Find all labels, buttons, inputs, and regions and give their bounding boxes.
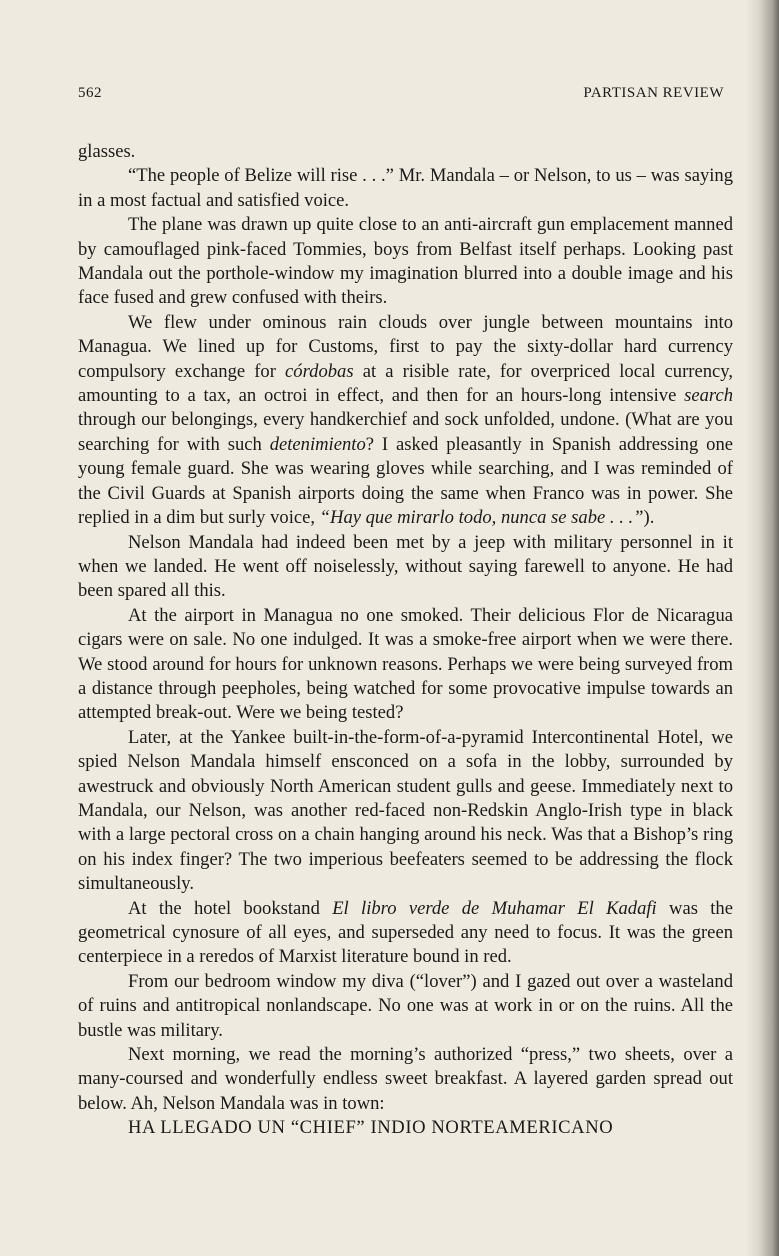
text-run: The plane was drawn up quite close to an anti-aircraft gun emplacement manned by camouflaged pink-faced Tommies, boys from Belfast itself perhaps. Looking past Mandala out the porthole-window my imagination blurred into a double image and his face fused and grew confused with theirs. [78, 214, 733, 309]
running-head [78, 85, 724, 107]
text-run: We flew under ominous rain clouds over jungle between mountains into Managua. We lined up for Customs, first to pay the sixty-dollar hard currency compulsory exchange for [78, 311, 733, 382]
text-run: At the airport in Managua no one smoked. Their delicious Flor de Nicaragua cigars were on sale. No one indulged. It was a smoke-free airport when we were there. We stood around for hours for unknown reasons. Perhaps we were being surveyed from a distance through peepholes, being watched for some provocative impulse towards an attempted break-out. Were we being tested? [78, 604, 733, 724]
paragraph [78, 311, 733, 531]
paragraph [78, 970, 733, 1043]
italic-text: El libro verde de Muhamar El Kadafi [332, 897, 657, 919]
italic-text: córdobas [285, 360, 354, 382]
paragraph [78, 164, 733, 213]
paragraph [78, 531, 733, 604]
text-run: was the geometrical cynosure of all eyes, and superseded any need to focus. It was the green centerpiece in a reredos of Marxist literature bound in red. [78, 897, 733, 968]
text-run: Later, at the Yankee built-in-the-form-of-a-pyramid Intercontinental Hotel, we spied Nelson Mandala himself ensconced on a sofa in the lobby, surrounded by awestruck and obviously North American student gulls and geese. Immediately next to Mandala, our Nelson, was another red-faced non-Redskin Anglo-Irish type in black with a large pectoral cross on a chain hanging around his neck. Was that a Bishop’s ring on his index finger? The two imperious beefeaters seemed to be addressing the flock simultaneously. [78, 726, 733, 895]
headline-paragraph [78, 1116, 733, 1140]
text-run: At the hotel bookstand [128, 897, 333, 919]
text-run: From our bedroom window my diva (“lover”) and I gazed out over a wasteland of ruins and antitropical nonlandscape. No one was at work in or on the ruins. All the bustle was military. [78, 970, 733, 1041]
paragraph [78, 140, 733, 164]
text-run: Next morning, we read the morning’s authorized “press,” two sheets, over a many-coursed and wonderfully endless sweet breakfast. A layered garden spread out below. Ah, Nelson Mandala was in town: [78, 1044, 733, 1114]
text-run: ? I asked pleasantly in Spanish addressing one young female guard. She was wearing gloves while searching, and I was reminded of the Civil Guards at Spanish airports doing the same when Franco was in power. She replied in a dim but surly voice, [78, 433, 733, 529]
paragraph [78, 604, 733, 726]
text-run: HA LLEGADO UN “CHIEF” INDIO NORTEAMERICANO [128, 1117, 614, 1139]
paragraph [78, 897, 733, 970]
text-run: at a risible rate, for overpriced local currency, amounting to a tax, an octroi in effect, and then for an hours-long intensive [78, 360, 733, 407]
text-run: glasses. [78, 141, 136, 162]
paragraph [78, 1043, 733, 1116]
body-text [78, 140, 733, 1141]
italic-text: “Hay que mirarlo todo, nunca se sabe . . .” [319, 507, 644, 529]
paragraph [78, 213, 733, 311]
text-run: Nelson Mandala had indeed been met by a jeep with military personnel in it when we landed. He went off noiselessly, without saying farewell to anyone. He had been spared all this. [78, 531, 733, 602]
text-run: ). [643, 507, 655, 529]
text-run: “The people of Belize will rise . . .” Mr. Mandala – or Nelson, to us – was saying in a most factual and satisfied voice. [78, 165, 733, 211]
journal-title: PARTISAN REVIEW [583, 85, 724, 101]
text-run: through our belongings, every handkerchief and sock unfolded, undone. (What are you searching for with such [78, 409, 733, 455]
italic-text: search [684, 385, 733, 407]
italic-text: detenimiento [269, 433, 366, 455]
page-edge-shadow [745, 0, 779, 1256]
page-number: 562 [78, 85, 102, 101]
paragraph [78, 726, 733, 897]
